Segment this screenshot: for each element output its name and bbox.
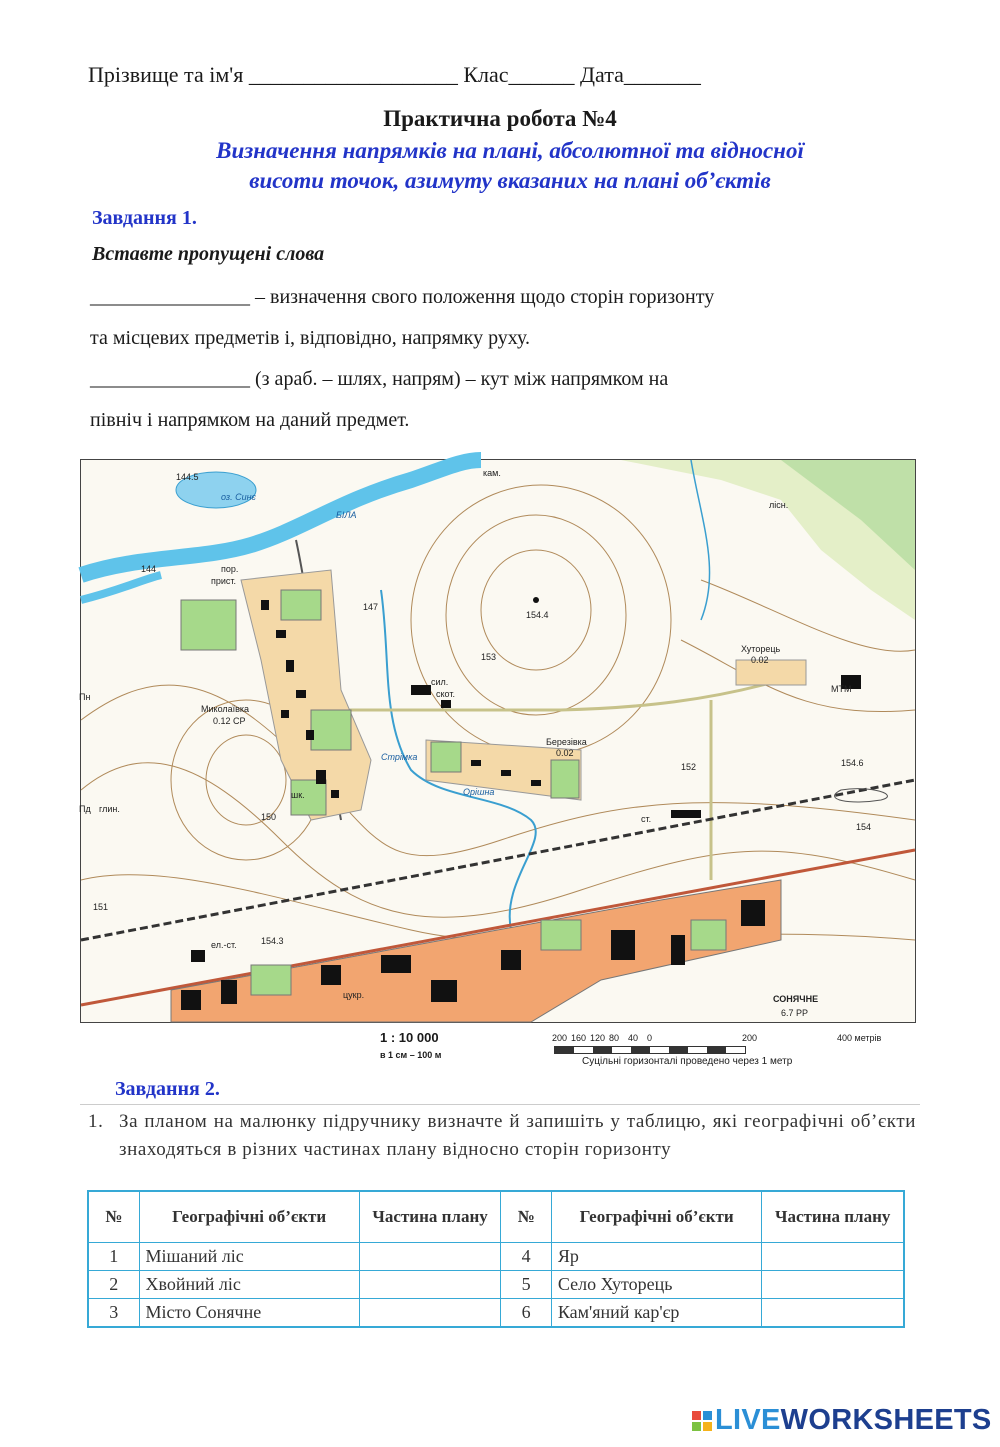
task1-blank-1[interactable]: ________________ xyxy=(90,286,250,308)
windmill-icon xyxy=(533,597,539,603)
garden xyxy=(551,760,579,798)
logo-icon xyxy=(692,1406,712,1426)
task2-heading: Завдання 2. xyxy=(115,1078,220,1100)
scale-tick-label: 80 xyxy=(609,1033,620,1043)
clay-label: глин. xyxy=(99,804,120,814)
village2-label: Березівка xyxy=(546,737,587,747)
hill-elevation: 154.4 xyxy=(526,610,549,620)
silo-label: сил. xyxy=(431,677,449,687)
pier-label: прист. xyxy=(211,576,237,586)
date-blank[interactable]: _______ xyxy=(623,62,701,87)
col-header-num: № xyxy=(501,1191,552,1243)
name-label: Прізвище та ім'я xyxy=(88,62,244,87)
logo-suffix: WORKSHEETS xyxy=(780,1404,992,1436)
ferry-label: пор. xyxy=(221,564,239,574)
student-header xyxy=(88,62,918,88)
object-name: Хвойний ліс xyxy=(139,1271,359,1299)
date-label: Дата xyxy=(580,62,624,87)
lake-elevation: 144.5 xyxy=(176,472,199,482)
task1-line-2: та місцевих предметів і, відповідно, напрямку руху. xyxy=(90,327,531,349)
contour-label: 152 xyxy=(681,762,697,772)
task1-line-3 xyxy=(90,368,668,391)
school-label: шк. xyxy=(291,790,305,800)
topographic-map xyxy=(80,459,916,1023)
table-header-row xyxy=(88,1191,904,1243)
scale-tick-label: 160 xyxy=(571,1033,587,1043)
map-drawing xyxy=(81,460,915,1022)
col-header-part: Частина плану xyxy=(762,1191,904,1243)
scale-tick-label: 120 xyxy=(590,1033,606,1043)
col-header-part: Частина плану xyxy=(359,1191,501,1243)
row-number: 3 xyxy=(88,1299,139,1328)
barn-label: скот. xyxy=(436,689,455,699)
south-label: Пд xyxy=(79,804,91,814)
river-bila xyxy=(81,460,481,575)
garden xyxy=(281,590,321,620)
mtm-label: МТМ xyxy=(831,684,852,694)
task1-blank-2[interactable]: ________________ xyxy=(90,368,250,390)
garden xyxy=(311,710,351,750)
row-number: 5 xyxy=(501,1271,552,1299)
contour-label: 150 xyxy=(261,812,277,822)
task1-line-4: північ і напрямком на даний предмет. xyxy=(90,409,410,431)
scale-tick-label: 40 xyxy=(628,1033,639,1043)
plan-part-input[interactable] xyxy=(359,1243,501,1271)
stream-ravine xyxy=(691,460,710,620)
task1-heading: Завдання 1. xyxy=(92,207,197,229)
village1-pop: 0.12 СР xyxy=(213,716,246,726)
village-khutorets-area xyxy=(736,660,806,685)
table-row xyxy=(88,1271,904,1299)
liveworksheets-logo[interactable] xyxy=(692,1404,992,1437)
village3-pop: 0.02 xyxy=(751,655,769,665)
quarry-label: кам. xyxy=(483,468,501,478)
park xyxy=(691,920,726,950)
east-elevation: 154.6 xyxy=(841,758,864,768)
task1-instruction: Вставте пропущені слова xyxy=(92,243,325,265)
table-row xyxy=(88,1299,904,1328)
row-number: 2 xyxy=(88,1271,139,1299)
lake-label: оз. Синє xyxy=(221,492,257,502)
road xyxy=(341,680,781,710)
object-name: Мішаний ліс xyxy=(139,1243,359,1271)
village3-label: Хуторець xyxy=(741,644,781,654)
town-label: СОНЯЧНЕ xyxy=(773,994,819,1004)
task2-text: За планом на малюнку підручнику визначте й запишіть у таблицю, які географічні об’єкти знаходяться в різних частинах плану відносно сторін горизонту xyxy=(119,1111,916,1160)
plan-part-input[interactable] xyxy=(762,1271,904,1299)
scale-tick-label: 0 xyxy=(647,1033,653,1043)
scale-tick-label: 200 xyxy=(742,1033,758,1043)
scale-tick-label: 200 xyxy=(552,1033,568,1043)
contour-label: 154 xyxy=(856,822,872,832)
divider xyxy=(80,1104,920,1105)
station-elevation: 154.3 xyxy=(261,936,284,946)
scale-note: Суцільні горизонталі проведено через 1 метр xyxy=(582,1056,793,1067)
task2-text-block xyxy=(86,1108,916,1164)
subtitle-line-2: висоти точок, азимуту вказаних на плані об’єктів xyxy=(249,168,771,193)
class-label: Клас xyxy=(463,62,509,87)
scale-tick-label: 400 метрів xyxy=(837,1033,882,1043)
river-label: БІЛА xyxy=(336,510,357,520)
scale-per-cm: в 1 см – 100 м xyxy=(380,1050,442,1060)
col-header-object: Географічні об’єкти xyxy=(551,1191,762,1243)
page-subtitle xyxy=(80,136,940,196)
forest-label: лісн. xyxy=(769,500,789,510)
power-station-label: ел.-ст. xyxy=(211,940,237,950)
garden xyxy=(181,600,236,650)
scale-bar xyxy=(554,1046,746,1054)
town-soniachne-area xyxy=(171,880,781,1022)
row-number: 6 xyxy=(501,1299,552,1328)
object-name: Село Хуторець xyxy=(551,1271,762,1299)
row-number: 1 xyxy=(88,1243,139,1271)
sugar-label: цукр. xyxy=(343,990,365,1000)
village2-pop: 0.02 xyxy=(556,748,574,758)
station-label: ст. xyxy=(641,814,652,824)
plan-part-input[interactable] xyxy=(762,1299,904,1328)
north-label: Пн xyxy=(79,692,91,702)
garden xyxy=(431,742,461,772)
logo-prefix: LIVE xyxy=(715,1404,781,1436)
scale-ticks xyxy=(552,1033,882,1045)
class-blank[interactable]: ______ xyxy=(508,62,575,87)
col-header-object: Географічні об’єкти xyxy=(139,1191,359,1243)
object-name: Місто Сонячне xyxy=(139,1299,359,1328)
contour-label: 151 xyxy=(93,902,109,912)
object-name: Кам'яний кар'єр xyxy=(551,1299,762,1328)
object-name: Яр xyxy=(551,1243,762,1271)
contour-label: 153 xyxy=(481,652,497,662)
town-pop: 6.7 РР xyxy=(781,1008,809,1018)
plan-part-input[interactable] xyxy=(762,1243,904,1271)
col-header-num: № xyxy=(88,1191,139,1243)
plan-part-input[interactable] xyxy=(359,1299,501,1328)
village1-label: Миколаївка xyxy=(201,704,250,714)
table-row xyxy=(88,1243,904,1271)
objects-table xyxy=(87,1190,905,1328)
contour-label: 147 xyxy=(363,602,379,612)
task1-line3-text: (з араб. – шлях, напрям) – кут між напрямком на xyxy=(250,368,669,390)
subtitle-line-1: Визначення напрямків на плані, абсолютної та відносної xyxy=(216,138,804,163)
task2-number: 1. xyxy=(88,1111,104,1132)
river-elevation: 144 xyxy=(141,564,157,574)
park xyxy=(251,965,291,995)
park xyxy=(541,920,581,950)
name-blank[interactable]: ___________________ xyxy=(248,62,458,87)
row-number: 4 xyxy=(501,1243,552,1271)
plan-part-input[interactable] xyxy=(359,1271,501,1299)
page-title: Практична робота №4 xyxy=(383,106,617,131)
stream1-label: Стрімка xyxy=(381,752,418,762)
task1-line-1 xyxy=(90,286,714,309)
scale-ratio: 1 : 10 000 xyxy=(380,1030,439,1045)
stream2-label: Орішна xyxy=(463,787,495,797)
task1-line1-text: – визначення свого положення щодо сторін горизонту xyxy=(250,286,715,308)
